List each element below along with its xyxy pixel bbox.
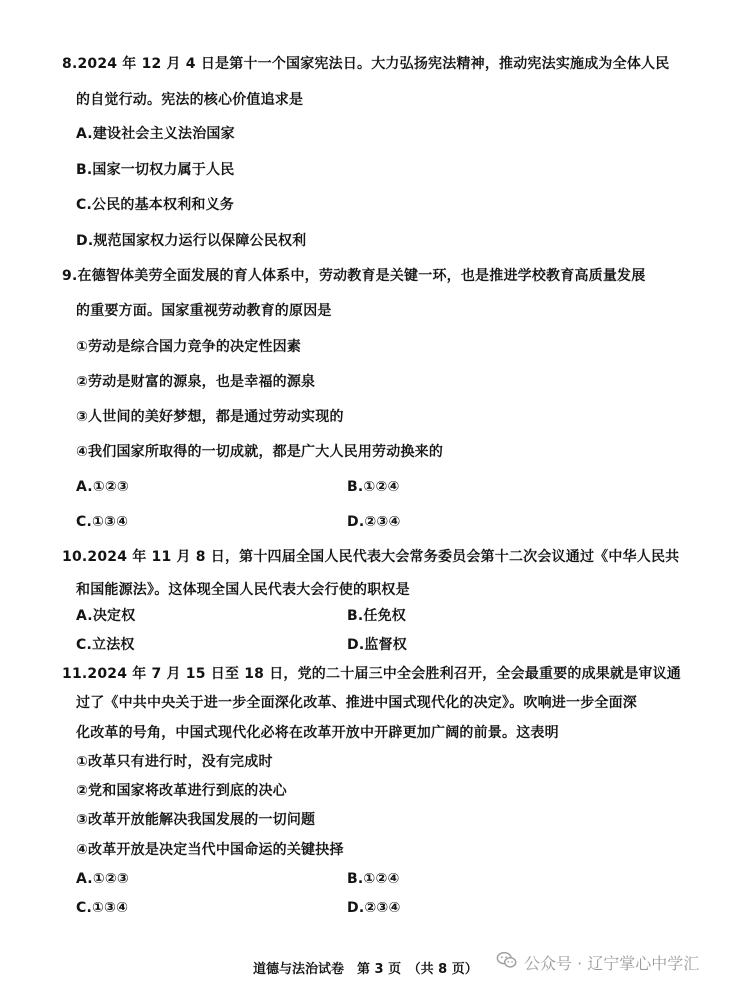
q9-item-2: ②劳动是财富的源泉，也是幸福的源泉 — [76, 374, 316, 390]
q11-item-2: ②党和国家将改革进行到底的决心 — [76, 783, 287, 799]
q11-item-3: ③改革开放能解决我国发展的一切问题 — [76, 812, 316, 828]
q8-option-c: C.公民的基本权利和义务 — [76, 197, 234, 213]
q9-stem-line1: 9.在德智体美劳全面发展的育人体系中，劳动教育是关键一环，也是推进学校教育高质量发展 — [62, 268, 646, 284]
q8-option-b: B.国家一切权力属于人民 — [76, 162, 235, 178]
q10-option-c: C.立法权 — [76, 637, 135, 653]
q9-item-3: ③人世间的美好梦想，都是通过劳动实现的 — [76, 409, 344, 425]
q9-option-a: A.①②③ — [76, 479, 129, 495]
q11-item-4: ④改革开放是决定当代中国命运的关键抉择 — [76, 842, 344, 858]
q11-item-1: ①改革只有进行时，没有完成时 — [76, 754, 273, 770]
q8-stem-line1: 8.2024 年 12 月 4 日是第十一个国家宪法日。大力弘扬宪法精神，推动宪法实施成为全体人民 — [62, 56, 670, 72]
q10-option-b: B.任免权 — [347, 608, 406, 624]
q11-option-c: C.①③④ — [76, 900, 129, 916]
q9-item-4: ④我们国家所取得的一切成就，都是广大人民用劳动换来的 — [76, 444, 444, 460]
page-footer: 道德与法治试卷 第 3 页 （共 8 页） — [253, 962, 478, 977]
q11-stem-line1: 11.2024 年 7 月 15 日至 18 日，党的二十届三中全会胜利召开，全会最重要的成果就是审议通 — [62, 666, 681, 682]
q8-stem-line2: 的自觉行动。宪法的核心价值追求是 — [76, 92, 304, 108]
q11-option-d: D.②③④ — [347, 900, 401, 916]
q9-option-b: B.①②④ — [347, 479, 400, 495]
watermark — [496, 950, 699, 974]
q10-stem-line1: 10.2024 年 11 月 8 日，第十四届全国人民代表大会常务委员会第十二次会议通过《中华人民共 — [62, 549, 680, 565]
q9-option-d: D.②③④ — [347, 514, 401, 530]
watermark-text: 公众号 · 辽宁掌心中学汇 — [524, 953, 700, 973]
q10-option-a: A.决定权 — [76, 608, 136, 624]
q8-option-a: A.建设社会主义法治国家 — [76, 126, 235, 142]
q11-option-a: A.①②③ — [76, 871, 129, 887]
q11-stem-line2: 过了《中共中央关于进一步全面深化改革、推进中国式现代化的决定》。吹响进一步全面深 — [76, 695, 637, 711]
q10-option-d: D.监督权 — [347, 637, 407, 653]
q11-option-b: B.①②④ — [347, 871, 400, 887]
q9-stem-line2: 的重要方面。国家重视劳动教育的原因是 — [76, 303, 332, 319]
q9-option-c: C.①③④ — [76, 514, 129, 530]
q9-item-1: ①劳动是综合国力竞争的决定性因素 — [76, 339, 302, 355]
q11-stem-line3: 化改革的号角，中国式现代化必将在改革开放中开辟更加广阔的前景。这表明 — [76, 725, 559, 741]
wechat-icon — [496, 949, 518, 975]
q10-stem-line2: 和国能源法》。这体现全国人民代表大会行使的职权是 — [76, 582, 410, 598]
q8-option-d: D.规范国家权力运行以保障公民权利 — [76, 233, 307, 249]
